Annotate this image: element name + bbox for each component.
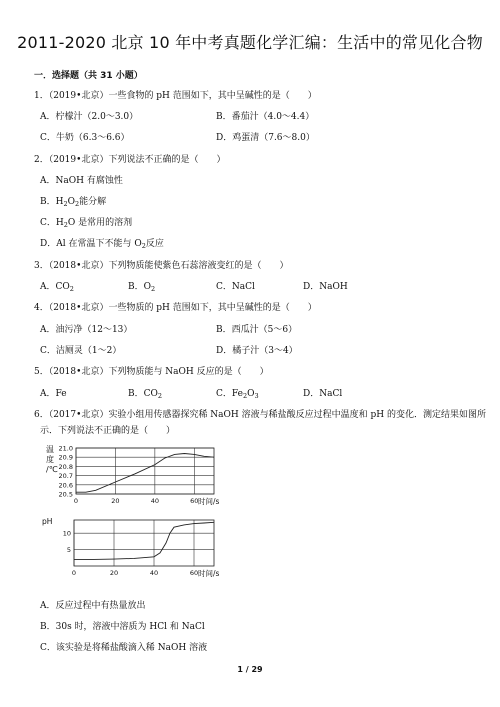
x-tick-label: 20 bbox=[109, 569, 119, 577]
question-5-stem: 5．（2018•北京）下列物质能与 NaOH 反应的是（ ） bbox=[34, 367, 269, 377]
y-tick-label: 5 bbox=[66, 546, 71, 555]
q4-option-c: C．洁厕灵（1～2） bbox=[40, 346, 122, 356]
x-tick-label: 40 bbox=[149, 569, 159, 577]
question-1-stem: 1．（2019•北京）一些食物的 pH 范围如下，其中呈碱性的是（ ） bbox=[34, 91, 317, 101]
question-6-stem-line-2: 示．下列说法不正确的是（ ） bbox=[40, 426, 176, 436]
question-4-stem: 4．（2018•北京）一些物质的 pH 范围如下，其中呈碱性的是（ ） bbox=[34, 303, 317, 313]
series-line bbox=[76, 454, 214, 493]
q3-option-b: B．$O_2$ bbox=[128, 282, 156, 293]
y-tick-label: 20.7 bbox=[58, 472, 73, 481]
y-tick-label: 20.6 bbox=[58, 481, 73, 490]
question-2-stem: 2．（2019•北京）下列说法不正确的是（ ） bbox=[34, 155, 226, 165]
q4-option-a: A．油污净（12～13） bbox=[40, 325, 133, 335]
q3-option-c: C．NaCl bbox=[216, 282, 255, 292]
x-tick-label: 20 bbox=[111, 497, 120, 505]
x-tick-label: 40 bbox=[150, 497, 159, 505]
x-tick-label: 60 bbox=[190, 497, 199, 505]
ph-chart bbox=[40, 514, 240, 586]
q5-option-d: D．NaCl bbox=[303, 389, 343, 399]
plot-frame bbox=[76, 448, 214, 494]
q3-option-a: A．$CO_2$ bbox=[40, 282, 74, 293]
y-axis-label: 度 bbox=[46, 455, 54, 464]
q1-option-a: A．柠檬汁（2.0～3.0） bbox=[40, 112, 139, 122]
x-tick-label: 60 bbox=[189, 569, 199, 577]
y-axis-label: 温 bbox=[46, 445, 54, 454]
q4-option-b: B．西瓜汁（5～6） bbox=[216, 325, 298, 335]
page-title: 2011-2020 北京 10 年中考真题化学汇编：生活中的常见化合物 bbox=[17, 33, 483, 52]
y-axis-label: pH bbox=[42, 517, 53, 526]
q2-option-b: B．$H_2O_2$能分解 bbox=[40, 197, 107, 208]
ph-chart-svg bbox=[40, 514, 240, 582]
y-tick-label: 20.8 bbox=[58, 462, 73, 471]
question-3-stem: 3．（2018•北京）下列物质能使紫色石蕊溶液变红的是（ ） bbox=[34, 261, 289, 271]
question-6-stem-line-1: 6．（2017•北京）实验小组用传感器探究稀 NaOH 溶液与稀盐酸反应过程中温度和 pH 的变化．测定结果如图所 bbox=[34, 410, 486, 420]
q6-option-c: C．该实验是将稀盐酸滴入稀 NaOH 溶液 bbox=[40, 643, 208, 653]
q5-option-b: B．$CO_2$ bbox=[128, 389, 163, 400]
q6-option-a: A．反应过程中有热量放出 bbox=[40, 601, 146, 611]
q2-option-a: A．NaOH 有腐蚀性 bbox=[40, 176, 123, 186]
q5-option-a: A．Fe bbox=[40, 389, 67, 399]
series-line bbox=[74, 522, 214, 559]
q5-option-c: C．$Fe_2O_3$ bbox=[216, 389, 259, 400]
y-tick-label: 20.9 bbox=[58, 453, 73, 462]
q2-option-c: C．$H_2O$ 是常用的溶剂 bbox=[40, 218, 133, 229]
temperature-chart bbox=[40, 442, 240, 514]
y-tick-label: 20.5 bbox=[58, 490, 73, 499]
q2-option-d: D．Al 在常温下不能与 $O_2$反应 bbox=[40, 239, 164, 250]
section-heading: 一．选择题（共 31 小题） bbox=[34, 71, 143, 81]
x-axis-label: 时间/s bbox=[198, 569, 220, 578]
y-axis-label: /℃ bbox=[46, 465, 58, 474]
q1-option-c: C．牛奶（6.3～6.6） bbox=[40, 133, 130, 143]
x-tick-label: 0 bbox=[73, 497, 79, 505]
q1-option-b: B．番茄汁（4.0～4.4） bbox=[216, 112, 315, 122]
temperature-chart-svg bbox=[40, 442, 240, 510]
page-number: 1 / 29 bbox=[237, 665, 263, 674]
x-axis-label: 时间/s bbox=[198, 497, 220, 506]
y-tick-label: 21.0 bbox=[58, 444, 73, 453]
x-tick-label: 0 bbox=[71, 569, 77, 577]
q1-option-d: D．鸡蛋清（7.6～8.0） bbox=[216, 133, 315, 143]
q4-option-d: D．橘子汁（3～4） bbox=[216, 346, 298, 356]
q6-option-b: B．30s 时，溶液中溶质为 HCl 和 NaCl bbox=[40, 622, 205, 632]
q3-option-d: D．NaOH bbox=[303, 282, 348, 292]
y-tick-label: 10 bbox=[62, 529, 71, 538]
